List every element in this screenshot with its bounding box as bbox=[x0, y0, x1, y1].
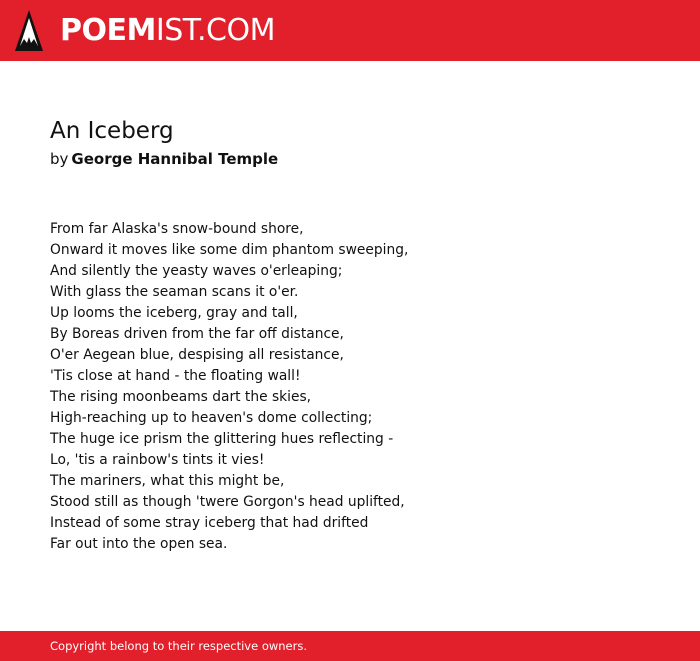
poem-author: George Hannibal Temple bbox=[71, 150, 279, 168]
poem-line: And silently the yeasty waves o'erleaping; bbox=[50, 263, 343, 279]
logo-bold-text: POEM bbox=[60, 13, 156, 48]
pencil-tip-icon bbox=[14, 9, 44, 53]
copyright-text: Copyright belong to their respective owners. bbox=[50, 639, 308, 653]
poem-byline bbox=[50, 148, 278, 170]
poem-line: With glass the seaman scans it o'er. bbox=[50, 284, 299, 300]
byline-label: by bbox=[50, 150, 69, 168]
logo-light-text: IST.COM bbox=[155, 13, 275, 48]
poem-body bbox=[50, 219, 670, 555]
poem-line: Stood still as though 'twere Gorgon's head uplifted, bbox=[50, 494, 405, 510]
site-logo-text bbox=[60, 9, 275, 53]
site-footer bbox=[0, 631, 700, 661]
poem-line: High-reaching up to heaven's dome collecting; bbox=[50, 410, 373, 426]
poem-title: An Iceberg bbox=[50, 118, 174, 144]
poem-line: By Boreas driven from the far off distance, bbox=[50, 326, 344, 342]
poem-line: O'er Aegean blue, despising all resistance, bbox=[50, 347, 344, 363]
poem-line: 'Tis close at hand - the floating wall! bbox=[50, 368, 301, 384]
poem-line: Instead of some stray iceberg that had drifted bbox=[50, 515, 369, 531]
poem-line: From far Alaska's snow-bound shore, bbox=[50, 221, 304, 237]
poem-line: Far out into the open sea. bbox=[50, 536, 228, 552]
poem-line: The rising moonbeams dart the skies, bbox=[50, 389, 312, 405]
poem-line: The mariners, what this might be, bbox=[50, 473, 285, 489]
poem-line: Lo, 'tis a rainbow's tints it vies! bbox=[50, 452, 265, 468]
poem-line: Up looms the iceberg, gray and tall, bbox=[50, 305, 298, 321]
poem-line: The huge ice prism the glittering hues reflecting - bbox=[50, 431, 394, 447]
site-logo[interactable] bbox=[14, 8, 275, 54]
poem-line: Onward it moves like some dim phantom sweeping, bbox=[50, 242, 409, 258]
site-header bbox=[0, 0, 700, 61]
